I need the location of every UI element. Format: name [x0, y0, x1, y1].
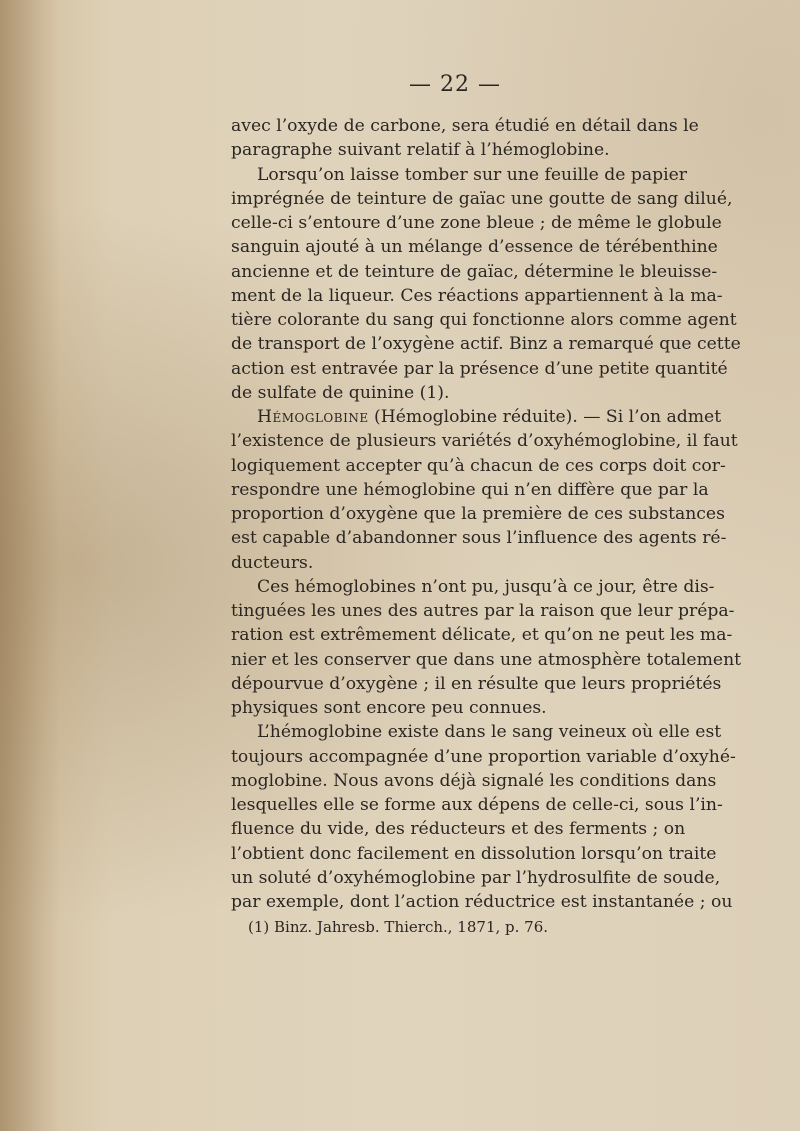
- text-line: l’existence de plusieurs variétés d’oxyhémoglobine, il faut: [231, 431, 738, 452]
- text-line: est capable d’abandonner sous l’influence des agents ré-: [231, 528, 727, 549]
- text-line: proportion d’oxygène que la première de ces substances: [231, 504, 725, 524]
- text-line: ancienne et de teinture de gaïac, détermine le bleuisse-: [231, 261, 718, 282]
- text-line: toujours accompagnée d’une proportion variable d’oxyhé-: [231, 746, 736, 767]
- footnote: (1) Binz. Jahresb. Thierch., 1871, p. 76.: [248, 918, 549, 936]
- section-heading-line: [231, 405, 722, 429]
- text-line: ment de la liqueur. Ces réactions appartiennent à la ma-: [231, 285, 723, 306]
- text-line: avec l’oxyde de carbone, sera étudié en détail dans le: [231, 116, 699, 136]
- text-line: un soluté d’oxyhémoglobine par l’hydrosulfite de soude,: [231, 867, 721, 888]
- text-line: de transport de l’oxygène actif. Binz a remarqué que cette: [231, 334, 741, 355]
- text-line: physiques sont encore peu connues.: [231, 698, 547, 718]
- body-text: [231, 114, 742, 914]
- text-line: imprégnée de teinture de gaïac une goutte de sang dilué,: [231, 188, 733, 209]
- text-line: dépourvue d’oxygène ; il en résulte que leurs propriétés: [231, 673, 722, 694]
- text-line: lesquelles elle se forme aux dépens de celle-ci, sous l’in-: [231, 795, 723, 815]
- section-heading-title: Hémoglobine: [257, 407, 369, 427]
- text-line: celle-ci s’entoure d’une zone bleue ; de même le globule: [231, 213, 722, 233]
- text-line: logiquement accepter qu’à chacun de ces corps doit cor-: [231, 455, 726, 476]
- section-heading-rest: (Hémoglobine réduite). — Si l’on admet: [368, 407, 722, 427]
- text-line: par exemple, dont l’action réductrice est instantanée ; ou: [231, 892, 733, 912]
- text-line: action est entravée par la présence d’une petite quantité: [231, 358, 728, 379]
- text-line: Ces hémoglobines n’ont pu, jusqu’à ce jour, être dis-: [257, 576, 715, 597]
- text-line: L’hémoglobine existe dans le sang veineux où elle est: [257, 722, 722, 743]
- text-line: paragraphe suivant relatif à l’hémoglobine.: [231, 140, 610, 161]
- text-line: moglobine. Nous avons déjà signalé les conditions dans: [231, 770, 717, 791]
- page-number: — 22 —: [409, 72, 501, 97]
- text-line: de sulfate de quinine (1).: [231, 382, 450, 403]
- text-line: fluence du vide, des réducteurs et des ferments ; on: [231, 819, 686, 840]
- text-line: Lorsqu’on laisse tomber sur une feuille de papier: [257, 164, 687, 185]
- text-line: sanguin ajouté à un mélange d’essence de térébenthine: [231, 237, 718, 258]
- text-line: tière colorante du sang qui fonctionne alors comme agent: [231, 310, 737, 330]
- text-line: ration est extrêmement délicate, et qu’on ne peut les ma-: [231, 625, 733, 646]
- text-line: nier et les conserver que dans une atmosphère totalement: [231, 649, 742, 670]
- text-line: l’obtient donc facilement en dissolution lorsqu’on traite: [231, 843, 717, 864]
- text-line: tinguées les unes des autres par la raison que leur prépa-: [231, 601, 735, 621]
- text-line: ducteurs.: [231, 552, 314, 573]
- text-line: respondre une hémoglobine qui n’en diffère que par la: [231, 479, 709, 500]
- page-edge-shadow: [0, 0, 60, 1131]
